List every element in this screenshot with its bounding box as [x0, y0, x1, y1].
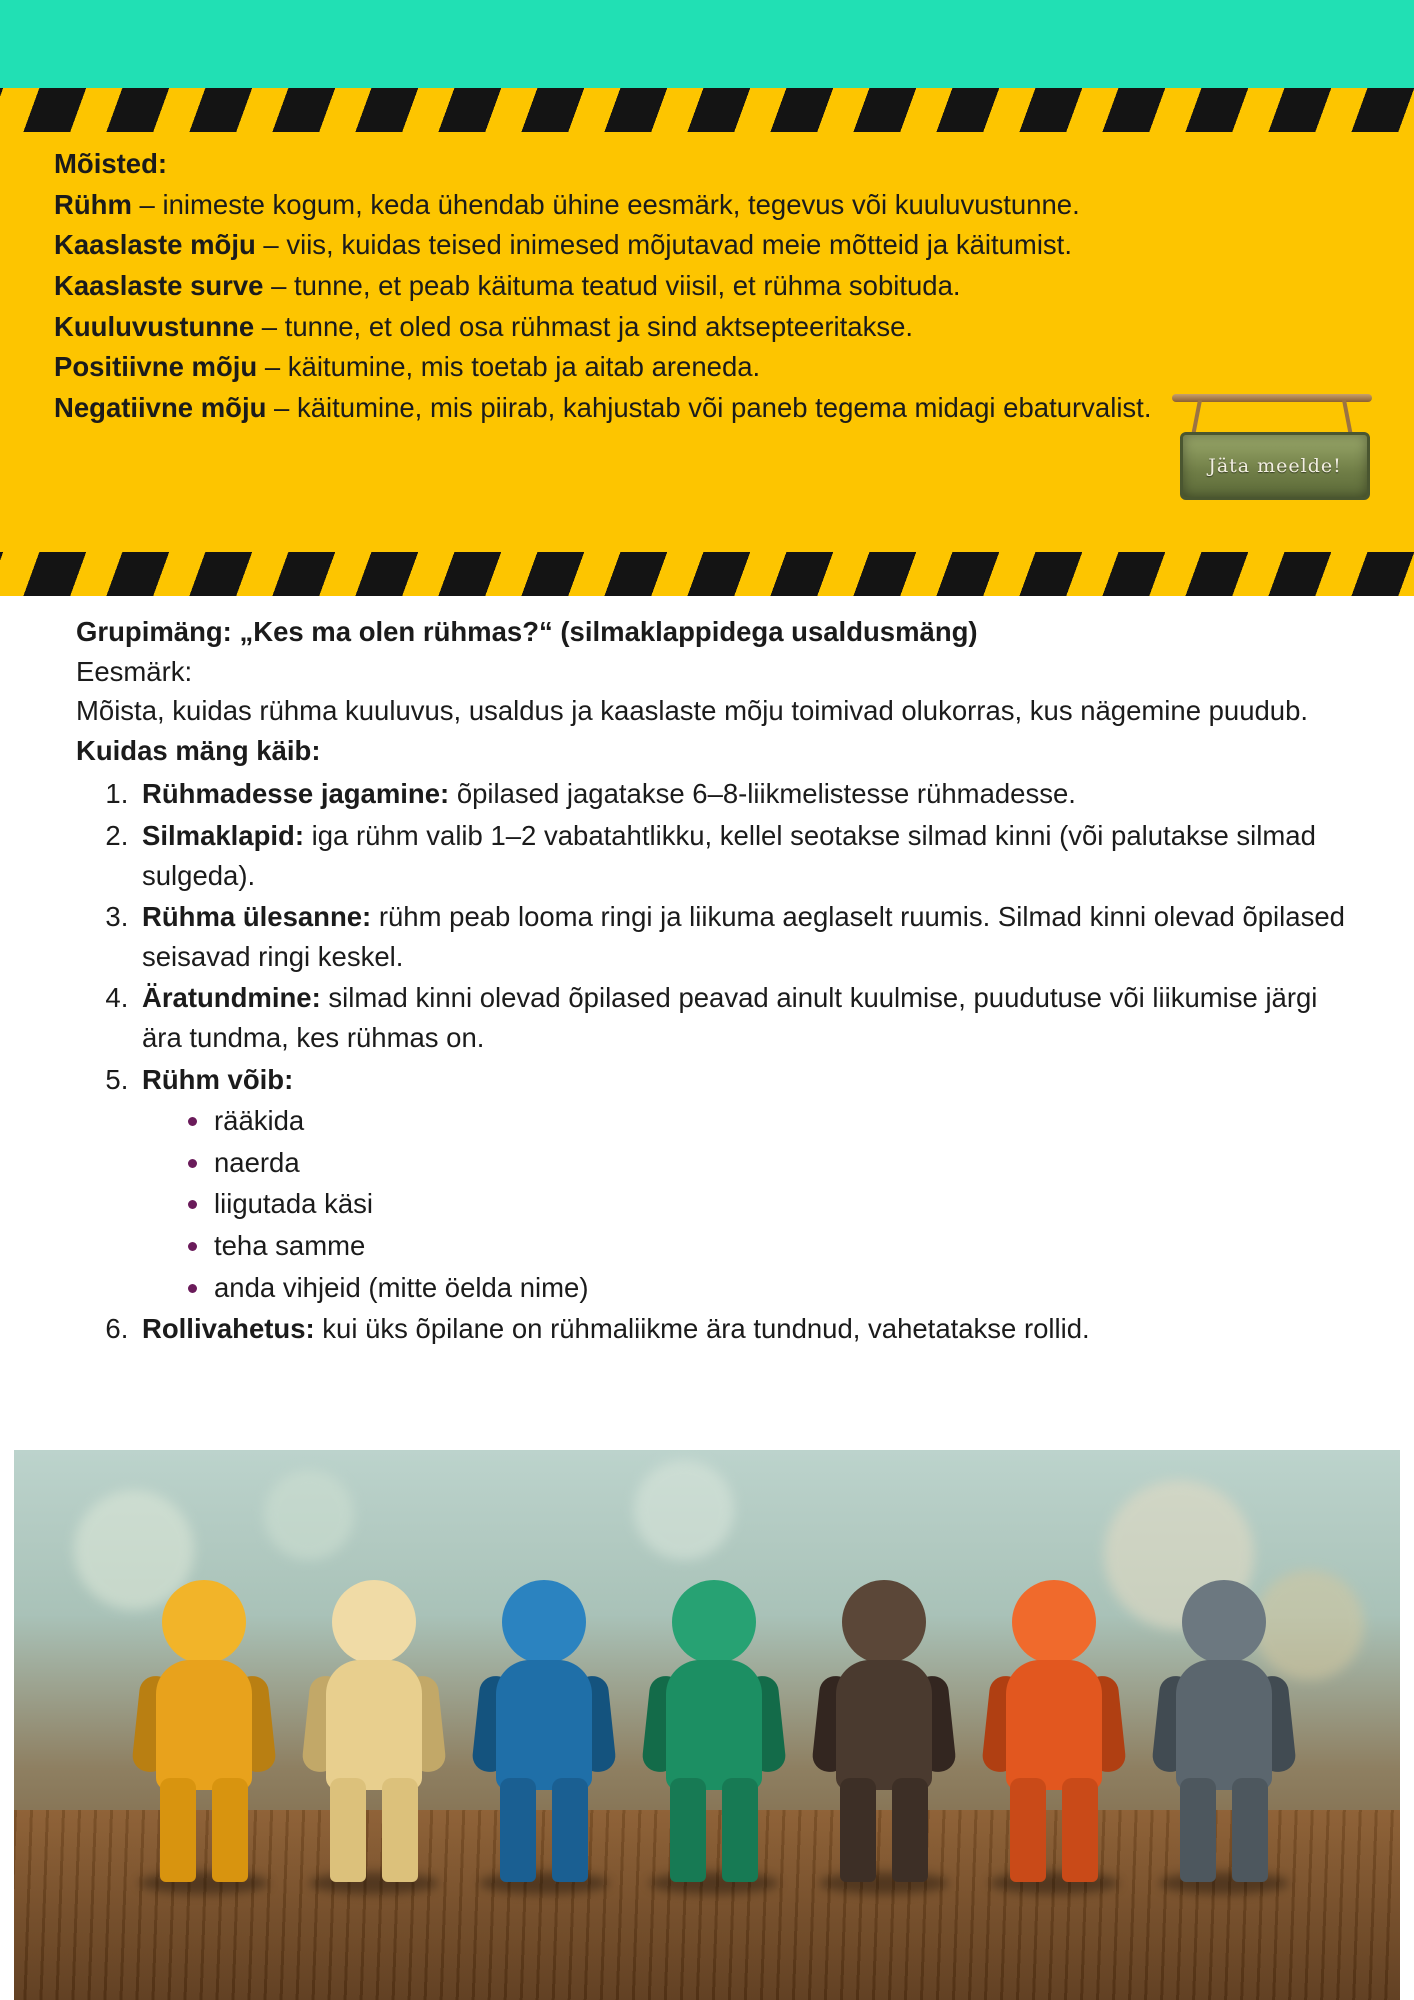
concept-item [54, 388, 1364, 429]
figure-body [496, 1660, 592, 1790]
figure-shadow [989, 1872, 1119, 1894]
top-teal-band [0, 0, 1414, 88]
list-item: anda vihjeid (mitte öelda nime) [182, 1268, 1362, 1308]
figure-body [326, 1660, 422, 1790]
concept-definition: – käitumine, mis toetab ja aitab areneda. [257, 351, 761, 383]
figure-leg [670, 1778, 706, 1882]
wooden-figure [314, 1580, 434, 1880]
figure-leg [552, 1778, 588, 1882]
figure-body [666, 1660, 762, 1790]
concept-item [54, 307, 1364, 348]
concept-definition: – viis, kuidas teised inimesed mõjutavad meie mõtteid ja käitumist. [255, 229, 1072, 261]
step-item [136, 1309, 1362, 1349]
figure-leg [160, 1778, 196, 1882]
step-item [136, 897, 1362, 976]
figure-head [162, 1580, 246, 1664]
figure-shadow [479, 1872, 609, 1894]
figure-leg [330, 1778, 366, 1882]
step-text: õpilased jagatakse 6–8-liikmelistesse rühmadesse. [449, 778, 1076, 810]
figure-shadow [819, 1872, 949, 1894]
figure-head [842, 1580, 926, 1664]
wooden-figure [654, 1580, 774, 1880]
step-bold: Rollivahetus: [142, 1313, 315, 1345]
list-item: naerda [182, 1143, 1362, 1183]
wooden-figure [144, 1580, 264, 1880]
figure-head [502, 1580, 586, 1664]
step-text: rühm peab looma ringi ja liikuma aeglaselt ruumis. Silmad kinni olevad õpilased seisavad ringi keskel. [142, 901, 1345, 972]
hazard-stripe-top [0, 88, 1414, 132]
step-item [136, 774, 1362, 814]
figure-body [836, 1660, 932, 1790]
concept-term: Kuuluvustunne [54, 310, 255, 342]
concept-definition: – tunne, et peab käituma teatud viisil, et rühma sobituda. [263, 270, 961, 302]
step-bold: Silmaklapid: [142, 819, 304, 851]
step-item [136, 978, 1362, 1057]
step-bold: Rühma ülesanne: [142, 901, 372, 933]
step-text: kui üks õpilane on rühmaliikme ära tundnud, vahetatakse rollid. [314, 1313, 1090, 1345]
concept-term: Rühm [54, 188, 132, 220]
step-bold: Rühmadesse jagamine: [142, 778, 450, 810]
figure-leg [1180, 1778, 1216, 1882]
figure-head [332, 1580, 416, 1664]
figure-leg [500, 1778, 536, 1882]
sub-actions-list [142, 1101, 1362, 1307]
concept-definition: – käitumine, mis piirab, kahjustab või paneb tegema midagi ebaturvalist. [266, 392, 1152, 424]
step-bold: Rühm võib: [142, 1063, 294, 1095]
step-bold: Äratundmine: [142, 982, 321, 1014]
concept-term: Negatiivne mõju [54, 392, 267, 424]
figure-leg [212, 1778, 248, 1882]
step-text: iga rühm valib 1–2 vabatahtlikku, kellel seotakse silmad kinni (või palutakse silmad sulgeda). [142, 819, 1316, 891]
bokeh-light [634, 1460, 734, 1560]
goal-text: Mõista, kuidas rühma kuuluvus, usaldus ja kaaslaste mõju toimivad olukorras, kus nägemine puudub. [76, 695, 1309, 727]
step-text: silmad kinni olevad õpilased peavad ainult kuulmise, puudutuse või liikumise järgi ära tundma, kes rühmas on. [142, 982, 1318, 1053]
list-item: rääkida [182, 1101, 1362, 1141]
wooden-figure [824, 1580, 944, 1880]
figure-leg [1232, 1778, 1268, 1882]
concepts-title [54, 144, 1364, 185]
concepts-panel [0, 88, 1414, 596]
figure-leg [840, 1778, 876, 1882]
activity-title: Grupimäng: „Kes ma olen rühmas?“ (silmaklappidega usaldusmäng) [76, 616, 978, 647]
figure-head [1012, 1580, 1096, 1664]
figure-shadow [649, 1872, 779, 1894]
list-item: liigutada käsi [182, 1184, 1362, 1224]
steps-list [76, 774, 1362, 1348]
step-item [136, 816, 1362, 895]
concept-item [54, 185, 1364, 226]
concept-term: Positiivne mõju [54, 351, 258, 383]
concept-term: Kaaslaste surve [54, 270, 264, 302]
figure-shadow [1159, 1872, 1289, 1894]
figure-body [1006, 1660, 1102, 1790]
figure-body [156, 1660, 252, 1790]
wooden-figures-photo [14, 1450, 1400, 2000]
wooden-figure [1164, 1580, 1284, 1880]
concept-item [54, 225, 1364, 266]
hazard-stripe-pattern [0, 88, 1414, 132]
figure-leg [1062, 1778, 1098, 1882]
bokeh-light [264, 1470, 354, 1560]
concept-item [54, 266, 1364, 307]
goal-label: Eesmärk: [76, 655, 193, 687]
figure-leg [892, 1778, 928, 1882]
concept-definition: – inimeste kogum, keda ühendab ühine eesmärk, tegevus või kuuluvustunne. [131, 188, 1080, 220]
sign-plate [1180, 432, 1370, 500]
sign-label: Jäta meelde! [1208, 455, 1342, 477]
figure-body [1176, 1660, 1272, 1790]
concept-definition: – tunne, et oled osa rühmast ja sind aktsepteeritakse. [254, 310, 913, 342]
sign-rope-right [1342, 400, 1353, 436]
concepts-text-block [54, 144, 1364, 429]
list-item: teha samme [182, 1226, 1362, 1266]
sign-rope-left [1191, 400, 1202, 436]
figure-shadow [139, 1872, 269, 1894]
figure-head [1182, 1580, 1266, 1664]
figure-head [672, 1580, 756, 1664]
concepts-title-text: Mõisted: [54, 148, 168, 179]
activity-section [0, 612, 1414, 1351]
remember-sign [1172, 388, 1372, 508]
step-item [136, 1060, 1362, 1308]
figure-leg [1010, 1778, 1046, 1882]
concept-term: Kaaslaste mõju [54, 229, 256, 261]
wooden-figure [994, 1580, 1114, 1880]
figure-leg [722, 1778, 758, 1882]
concept-item [54, 347, 1364, 388]
figure-leg [382, 1778, 418, 1882]
wooden-figure [484, 1580, 604, 1880]
hazard-stripe-pattern [0, 552, 1414, 596]
hazard-stripe-bottom [0, 552, 1414, 596]
figure-shadow [309, 1872, 439, 1894]
how-it-works-label: Kuidas mäng käib: [76, 734, 321, 766]
